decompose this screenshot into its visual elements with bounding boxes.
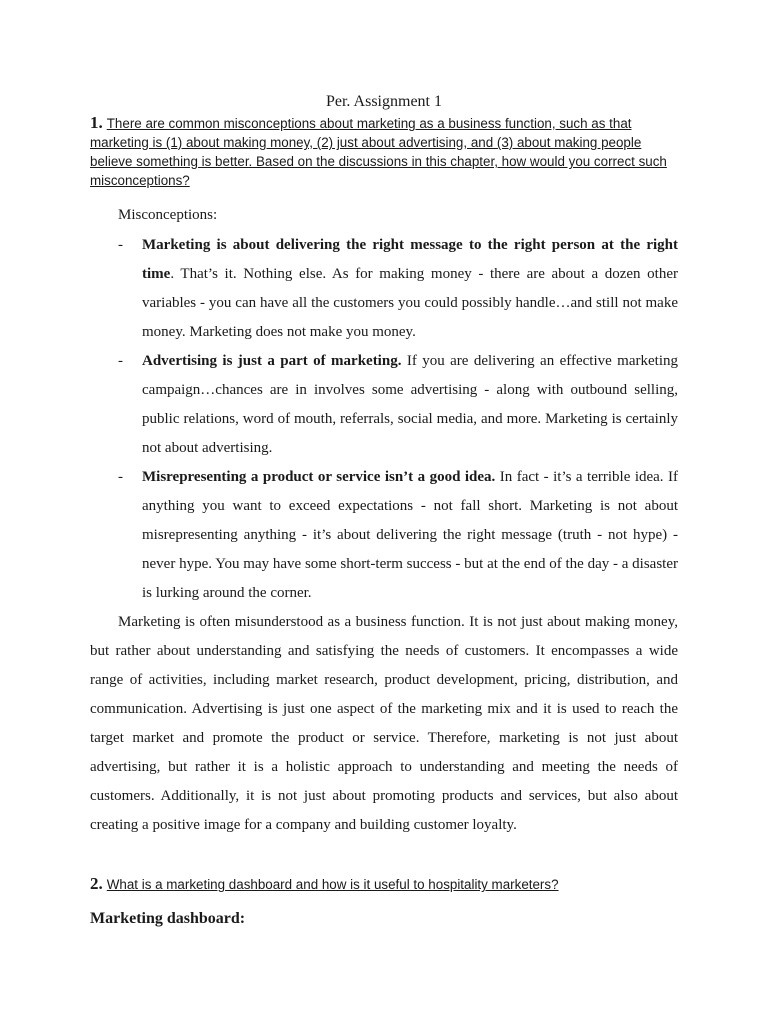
bullet-text [142,463,678,608]
bullet-dash: - [118,353,123,369]
bullet-dash: - [118,469,123,485]
page-title: Per. Assignment 1 [325,93,442,110]
list-item [118,231,678,347]
section-heading: Marketing dashboard: [90,910,246,927]
bullet-text [142,231,678,347]
question-2-text: What is a marketing dashboard and how is it useful to hospitality marketers? [106,877,559,892]
bullet-bold-lead: Marketing is about delivering the right message to the right person at the right time [142,237,678,282]
question-2 [90,874,680,894]
list-item [118,347,678,463]
bullet-bold-lead: Advertising is just a part of marketing. [142,353,402,369]
question-1-text: There are common misconceptions about marketing as a business function, such as that marketing is (1) about making money, (2) just about advertising, and (3) about making people believe something is better. Based on the discussions in this chapter, how would you correct such misconceptions? [90,116,667,188]
misconceptions-list [118,231,678,608]
question-1-number: 1. [90,113,103,132]
question-2-number: 2. [90,874,103,893]
list-item [118,463,678,608]
bullet-body: In fact - it’s a terrible idea. If anything you want to exceed expectations - not fall short. Marketing is not about misrepresenting anything - it’s about delivering the right message (truth - not hype) - never hype. You may have some short-term success - but at the end of the day - a disaster is lurking around the corner. [142,469,678,601]
bullet-text [142,347,678,463]
misconceptions-heading: Misconceptions: [118,207,218,223]
bullet-body: If you are delivering an effective marketing campaign…chances are in involves some advertising - along with outbound selling, public relations, word of mouth, referrals, social media, and more. Marketing is certainly not about advertising. [142,353,678,456]
bullet-bold-lead: Misrepresenting a product or service isn’t a good idea. [142,469,496,485]
question-1 [90,113,680,190]
bullet-body: . That’s it. Nothing else. As for making money - there are about a dozen other variables - you can have all the customers you could possibly handle…and still not make money. Marketing does not make you money. [142,266,678,340]
body-paragraph: Marketing is often misunderstood as a business function. It is not just about making money, but rather about understanding and satisfying the needs of customers. It encompasses a wide range of activities, including market research, product development, pricing, distribution, and communication. Advertising is just one aspect of the marketing mix and it is used to reach the target market and promote the product or service. Therefore, marketing is not just about advertising, but rather it is a holistic approach to understanding and meeting the needs of customers. Additionally, it is not just about promoting products and services, but also about creating a positive image for a company and building customer loyalty. [90,614,678,833]
bullet-dash: - [118,237,123,253]
